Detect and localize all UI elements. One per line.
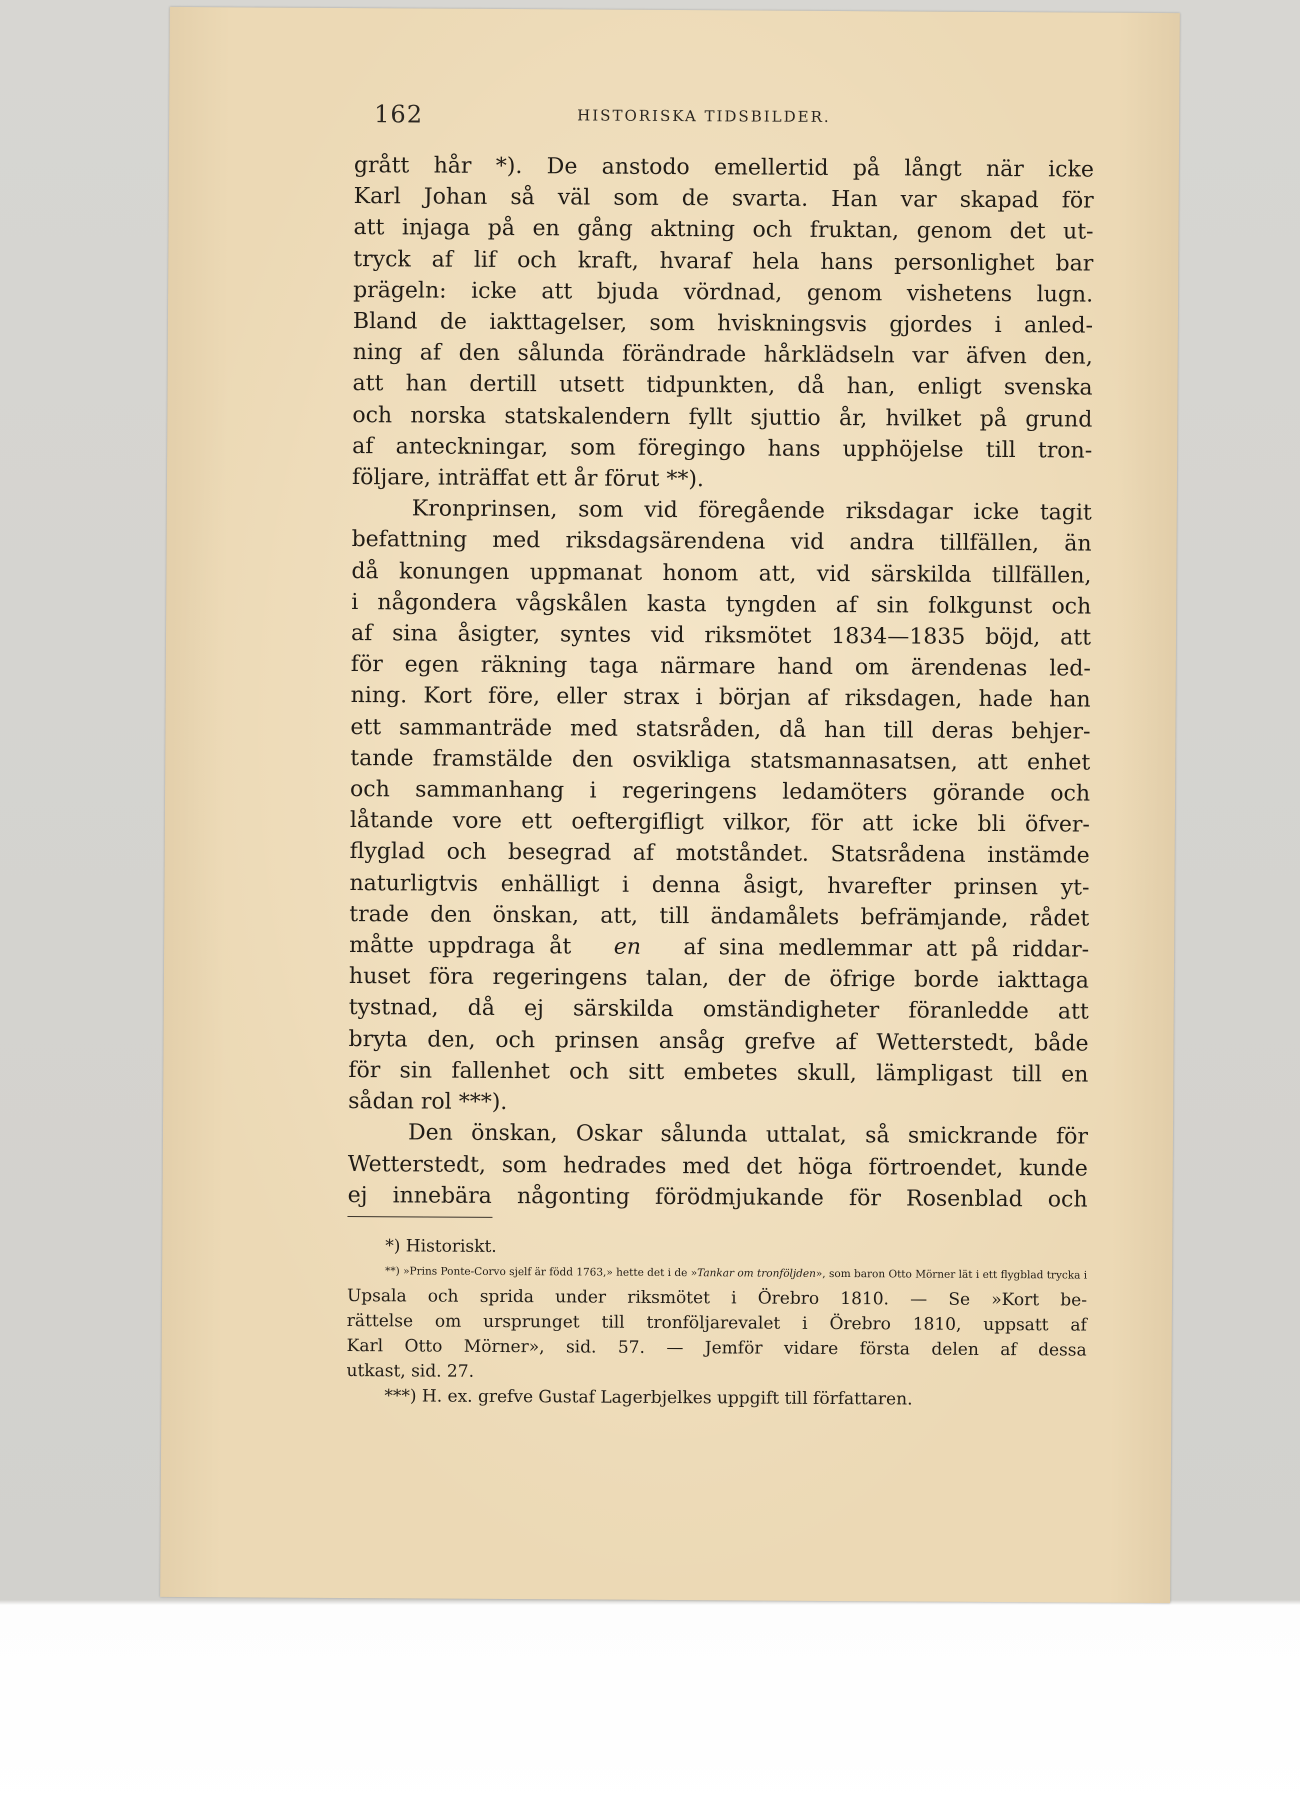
footnote-line: Karl Otto Mörner», sid. 57. — Jemför vidare första delen af dessa [346,1336,1087,1361]
footnote-line: rättelse om ursprunget till tronföljarevalet i Örebro 1810, uppsatt af [346,1311,1087,1336]
text-line: huset föra regeringens talan, der de öfrige borde iakttaga [348,964,1090,994]
text-line: Wetterstedt, som hedrades med det höga förtroendet, kunde [347,1151,1088,1182]
footnote-rule [347,1216,492,1218]
footnote-2-text: **) »Prins Ponte-Corvo sjelf är född 1763,» hette det i de » [385,1265,698,1280]
text-line-with-italic [349,930,1089,966]
text-line: ning. Kort före, eller strax i början af riksdagen, hade han [350,683,1091,714]
text-line: grått hår *). De anstodo emellertid på långt när icke [353,153,1094,183]
text-line: i någondera vågskålen kasta tyngden af sin folkgunst och [351,589,1092,620]
text-segment: af sina medlemmar att på riddar- [683,935,1090,963]
text-line: Kronprinsen, som vid föregående riksdagar icke tagit [411,496,1092,526]
text-line: tystnad, då ej särskilda omständigheter föranledde att [348,995,1089,1026]
footnotes [346,1234,1087,1414]
running-title: HISTORISKA TIDSBILDER. [577,106,831,126]
text-line: befattning med riksdagsärendena vid andra tillfällen, än [351,527,1092,558]
footnote-2-title: Tankar om tronföljden [697,1267,816,1280]
text-line: och norska statskalendern fyllt sjuttio år, hvilket på grund [352,402,1093,433]
text-line: att han dertill utsett tidpunkten, då han, enligt svenska [352,371,1093,401]
text-line: ej innebära någonting förödmjukande för Rosenblad och [347,1182,1088,1213]
text-line: följare, inträffat ett år förut **). [351,465,705,493]
text-line: sådan rol ***). [348,1089,508,1116]
text-line: prägeln: icke att bjuda vördnad, genom vishetens lugn. [353,277,1094,308]
text-line: Den önskan, Oskar sålunda uttalat, så smickrande för [407,1120,1089,1150]
running-head [169,99,1179,145]
text-line: då konungen uppmanat honom att, vid särskilda tillfällen, [351,558,1092,589]
text-line: ett sammanträde med statsråden, då han till deras behjer- [350,714,1091,745]
text-line: Bland de iakttagelser, som hviskningsvis gjordes i anled- [352,309,1094,339]
text-line: tande framstälde den osvikliga statsmannasatsen, att enhet [350,745,1091,776]
text-line: att injaga på en gång aktning och fruktan, genom det ut- [353,215,1094,245]
text-line: låtande vore ett oeftergifligt vilkor, för att icke bli öfver- [349,808,1090,838]
footnote-line: Upsala och sprida under riksmötet i Örebro 1810. — Se »Kort be- [346,1286,1088,1311]
paragraph-1 [352,150,1094,498]
text-line: af sina åsigter, syntes vid riksmötet 1834—1835 böjd, att [350,621,1092,651]
text-line: flyglad och besegrad af motståndet. Statsrådena instämde [349,839,1090,870]
text-segment: måtte uppdraga åt [349,933,572,960]
text-line: af anteckningar, som föregingo hans upphöjelse till tron- [352,433,1093,464]
page-number: 162 [374,100,424,129]
footnote-3: ***) H. ex. grefve Gustaf Lagerbjelkes uppgift till författaren. [384,1386,913,1410]
text-line: för egen räkning taga närmare hand om ärendenas led- [350,652,1091,682]
book-page [160,7,1180,1603]
italic-word: en [613,934,642,960]
text-line: Karl Johan så väl som de svarta. Han var skapad för [353,184,1094,214]
paragraph-3 [348,1117,1089,1215]
footnote-line: utkast, sid. 27. [346,1361,475,1382]
text-line: tryck af lif och kraft, hvaraf hela hans personlighet bar [353,246,1094,277]
paragraph-2 [348,493,1092,1122]
footnote-1: *) Historiskt. [385,1236,497,1257]
body-text [348,150,1094,1215]
footnote-2-text: », som baron Otto Mörner lät i ett flygblad trycka i [815,1267,1088,1282]
text-line: och sammanhang i regeringens ledamöters görande och [350,777,1091,807]
text-line: naturligtvis enhälligt i denna åsigt, hvarefter prinsen yt- [349,870,1090,901]
text-line: trade den önskan, att, till ändamålets befrämjande, rådet [349,901,1090,932]
text-line: för sin fallenhet och sitt embetes skull, lämpligast till en [348,1057,1089,1088]
text-line: ning af den sålunda förändrade hårklädseln var äfven den, [352,340,1093,370]
text-line: bryta den, och prinsen ansåg grefve af Wetterstedt, både [348,1026,1089,1057]
